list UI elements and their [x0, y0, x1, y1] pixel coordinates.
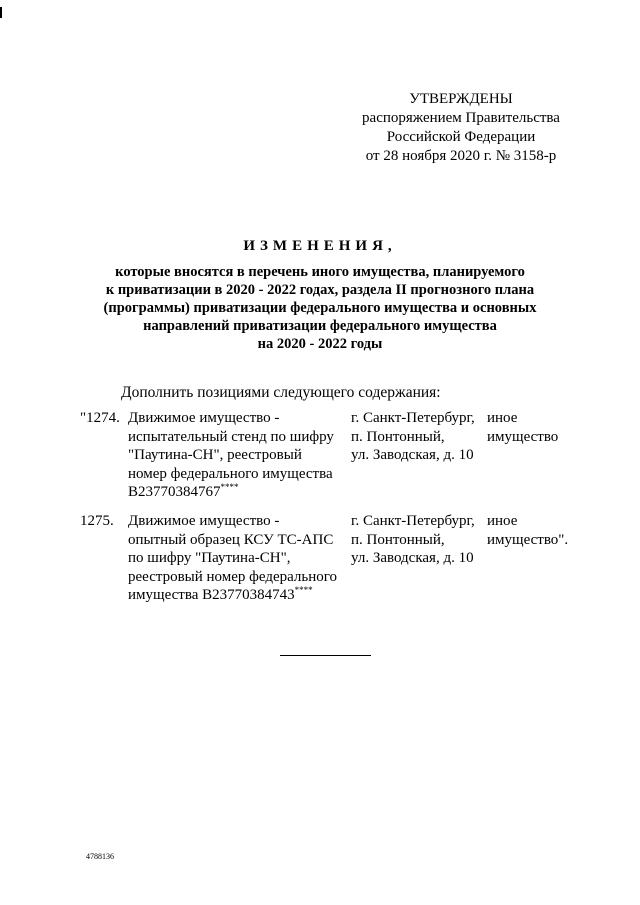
location-line: г. Санкт-Петербург,	[351, 410, 475, 426]
description-line	[128, 586, 350, 605]
description-line: Движимое имущество -	[128, 410, 280, 426]
entry-location	[351, 409, 491, 465]
end-divider	[280, 655, 371, 656]
type-line: имущество".	[487, 531, 569, 548]
entry-description	[128, 409, 350, 502]
approval-title: УТВЕРЖДЕНЫ	[409, 91, 513, 107]
type-line: иное	[487, 410, 518, 426]
location-line: г. Санкт-Петербург,	[351, 513, 475, 529]
footer-code: 4788136	[86, 852, 114, 861]
footnote-mark: ****	[220, 482, 239, 492]
location-line: п. Понтонный,	[351, 428, 445, 445]
subtitle-line: (программы) приватизации федерального имущества и основных	[103, 300, 537, 316]
description-line: испытательный стенд по шифру	[128, 428, 334, 445]
type-line: имущество	[487, 428, 559, 445]
intro-text: Дополнить позициями следующего содержания:	[121, 384, 441, 401]
location-line: п. Понтонный,	[351, 531, 445, 548]
document-heading	[80, 238, 560, 353]
document-subtitle	[80, 263, 560, 353]
document-title: ИЗМЕНЕНИЯ,	[243, 238, 397, 254]
location-line: ул. Заводская, д. 10	[351, 447, 474, 463]
type-line: иное	[487, 513, 518, 529]
description-line: Движимое имущество -	[128, 513, 280, 529]
description-line: по шифру "Паутина-СН",	[128, 550, 291, 566]
footnote-mark: ****	[294, 585, 313, 595]
entry-type	[487, 409, 587, 446]
description-line: номер федерального имущества	[128, 465, 333, 482]
entry-type	[487, 512, 587, 549]
approval-stamp	[355, 90, 567, 166]
entry-number: 1275.	[80, 513, 114, 529]
approval-federation: Российской Федерации	[386, 129, 536, 145]
description-line	[128, 483, 350, 502]
subtitle-line: которые вносятся в перечень иного имущества, планируемого	[115, 264, 525, 280]
approval-date-number: от 28 ноября 2020 г. № 3158-р	[365, 148, 557, 164]
approval-authority: распоряжением Правительства	[362, 110, 560, 126]
entry-location	[351, 512, 491, 568]
entry-description	[128, 512, 350, 605]
registry-number: B23770384767	[128, 484, 221, 500]
subtitle-line: на 2020 - 2022 годы	[257, 336, 383, 352]
registry-number: имущества B23770384743	[128, 587, 295, 603]
margin-mark	[0, 7, 2, 18]
description-line: опытный образец КСУ ТС-АПС	[128, 531, 334, 548]
entry-number: "1274.	[80, 410, 120, 426]
subtitle-line: направлений приватизации федерального имущества	[143, 318, 497, 334]
location-line: ул. Заводская, д. 10	[351, 550, 474, 566]
subtitle-line: к приватизации в 2020 - 2022 годах, раздела II прогнозного плана	[105, 282, 535, 298]
description-line: "Паутина-СН", реестровый	[128, 447, 302, 463]
description-line: реестровый номер федерального	[128, 568, 338, 585]
